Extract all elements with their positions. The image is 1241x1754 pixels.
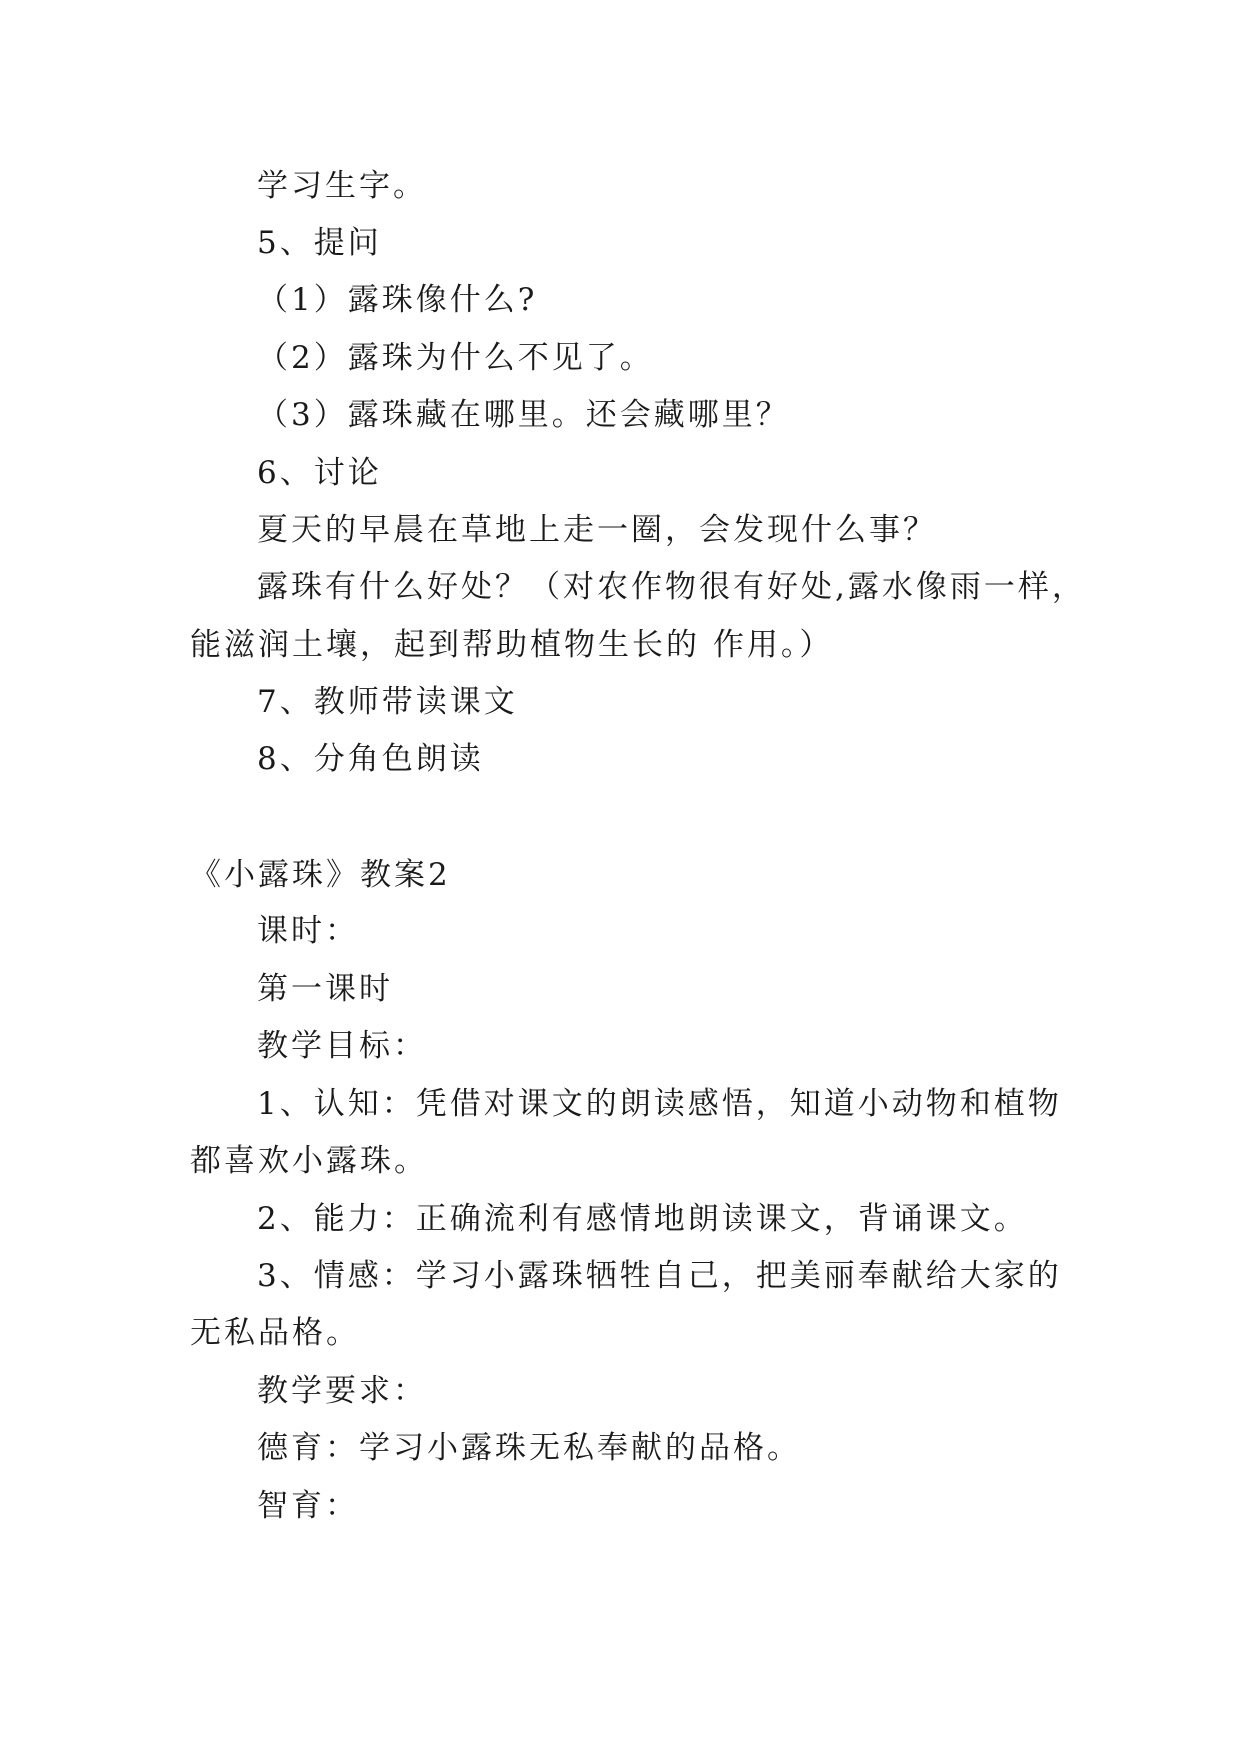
paragraph-line: 课时： (257, 913, 359, 949)
paragraph-line: 第一课时 (257, 971, 393, 1007)
section-heading: 8、分角色朗读 (257, 741, 484, 777)
paragraph-line: 2、能力：正确流利有感情地朗读课文，背诵课文。 (257, 1201, 1028, 1237)
paragraph-line: 能滋润土壤，起到帮助植物生长的 作用。） (190, 627, 834, 663)
paragraph-line: 智育： (257, 1488, 359, 1524)
paragraph-line: 都喜欢小露珠。 (190, 1143, 428, 1179)
list-item: （3）露珠藏在哪里。还会藏哪里？ (257, 397, 790, 433)
list-item: （1）露珠像什么? (257, 282, 538, 318)
paragraph-line: 教学要求： (257, 1373, 427, 1409)
paragraph-line: 1、认知：凭借对课文的朗读感悟，知道小动物和植物 (257, 1086, 1062, 1122)
section-heading: 5、提问 (257, 225, 382, 261)
paragraph-line: 学习生字。 (257, 168, 427, 204)
section-heading: 7、教师带读课文 (257, 684, 518, 720)
list-item: （2）露珠为什么不见了。 (257, 340, 654, 376)
document-title: 《小露珠》教案2 (190, 857, 451, 893)
paragraph-line: 德育：学习小露珠无私奉献的品格。 (257, 1430, 801, 1466)
paragraph-line: 3、情感：学习小露珠牺牲自己，把美丽奉献给大家的 (257, 1258, 1062, 1294)
paragraph-line: 教学目标： (257, 1028, 427, 1064)
section-heading: 6、讨论 (257, 455, 382, 491)
paragraph-line: 露珠有什么好处？（对农作物很有好处,露水像雨一样， (257, 569, 1086, 605)
paragraph-line: 无私品格。 (190, 1315, 360, 1351)
paragraph-line: 夏天的早晨在草地上走一圈，会发现什么事？ (257, 512, 937, 548)
